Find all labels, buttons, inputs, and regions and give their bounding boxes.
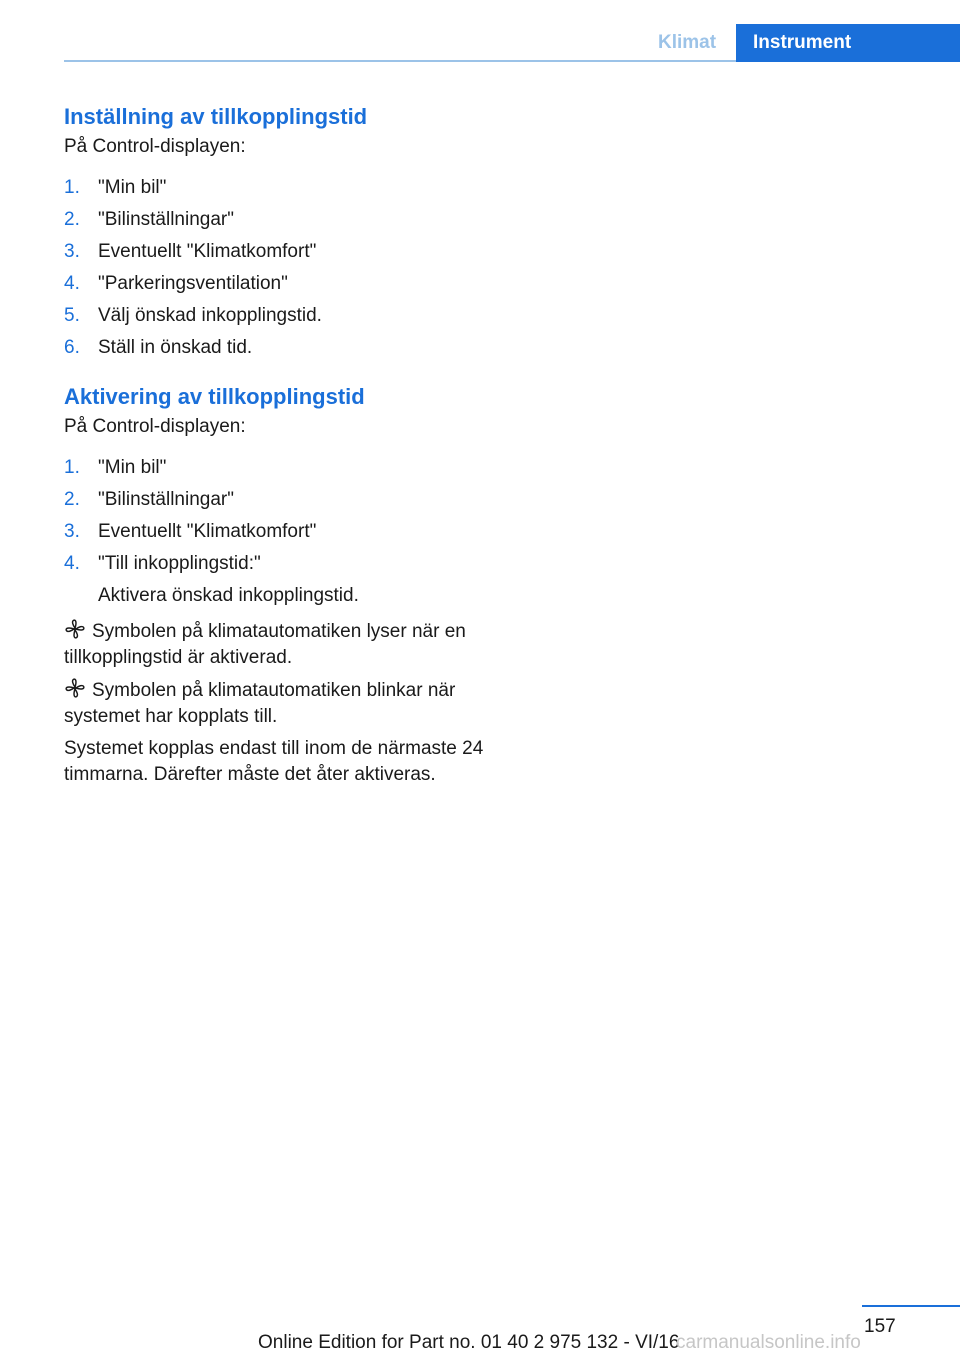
list-item: [64, 332, 484, 364]
step-number: 5.: [64, 305, 80, 326]
list-item: [64, 300, 484, 332]
tab-klimat[interactable]: Klimat: [658, 32, 717, 53]
main-content: [64, 102, 484, 788]
list-item: [64, 268, 484, 300]
step-number: 1.: [64, 177, 80, 198]
list-item: [64, 452, 484, 484]
section-aktivering: [64, 382, 484, 788]
steps-list: [64, 172, 484, 364]
fan-icon: [64, 677, 86, 699]
list-item: [64, 172, 484, 204]
list-item: [64, 516, 484, 548]
section-intro: På Control-displayen:: [64, 136, 246, 157]
step-text: Eventuellt "Klimatkomfort": [98, 241, 317, 262]
step-text: Eventuellt "Klimatkomfort": [98, 521, 317, 542]
note-text: Symbolen på klimatautomatiken blinkar när systemet har kopplats till.: [64, 680, 456, 727]
step-text: "Min bil": [98, 457, 167, 478]
fan-icon: [64, 618, 86, 640]
list-item: [64, 548, 484, 580]
section-title: Inställning av tillkopplingstid: [64, 104, 368, 129]
step-sub-text: Aktivera önskad inkopplingstid.: [98, 585, 359, 606]
step-number: 2.: [64, 209, 80, 230]
step-text: Välj önskad inkopplingstid.: [98, 305, 322, 326]
step-text: "Till inkopplingstid:": [98, 553, 261, 574]
step-number: 4.: [64, 553, 80, 574]
step-text: Ställ in önskad tid.: [98, 337, 253, 358]
step-number: 2.: [64, 489, 80, 510]
list-item: [64, 204, 484, 236]
tab-instrument[interactable]: [736, 24, 960, 62]
tab-instrument-label: Instrument: [753, 32, 852, 53]
section-installning: [64, 102, 484, 364]
section-title: Aktivering av tillkopplingstid: [64, 384, 365, 409]
step-text: "Parkeringsventilation": [98, 273, 288, 294]
step-number: 1.: [64, 457, 80, 478]
step-number: 4.: [64, 273, 80, 294]
footer-divider: [862, 1305, 960, 1307]
step-text: "Bilinställningar": [98, 489, 234, 510]
step-text: "Min bil": [98, 177, 167, 198]
edition-text: Online Edition for Part no. 01 40 2 975 132 - VI/16: [258, 1332, 680, 1353]
note-blinkar: [64, 677, 484, 730]
steps-list: [64, 452, 484, 580]
list-item: [64, 236, 484, 268]
list-item: [64, 484, 484, 516]
step-number: 6.: [64, 337, 80, 358]
note-text: Symbolen på klimatautomatiken lyser när en tillkopplingstid är aktiverad.: [64, 621, 466, 668]
page-number: 157: [864, 1316, 896, 1337]
step-number: 3.: [64, 521, 80, 542]
final-paragraph: Systemet kopplas endast till inom de närmaste 24 timmarna. Därefter måste det åter aktiveras.: [64, 738, 484, 785]
step-number: 3.: [64, 241, 80, 262]
watermark: carmanualsonline.info: [676, 1332, 861, 1353]
step-text: "Bilinställningar": [98, 209, 234, 230]
note-lyser: [64, 618, 484, 671]
section-intro: På Control-displayen:: [64, 416, 246, 437]
